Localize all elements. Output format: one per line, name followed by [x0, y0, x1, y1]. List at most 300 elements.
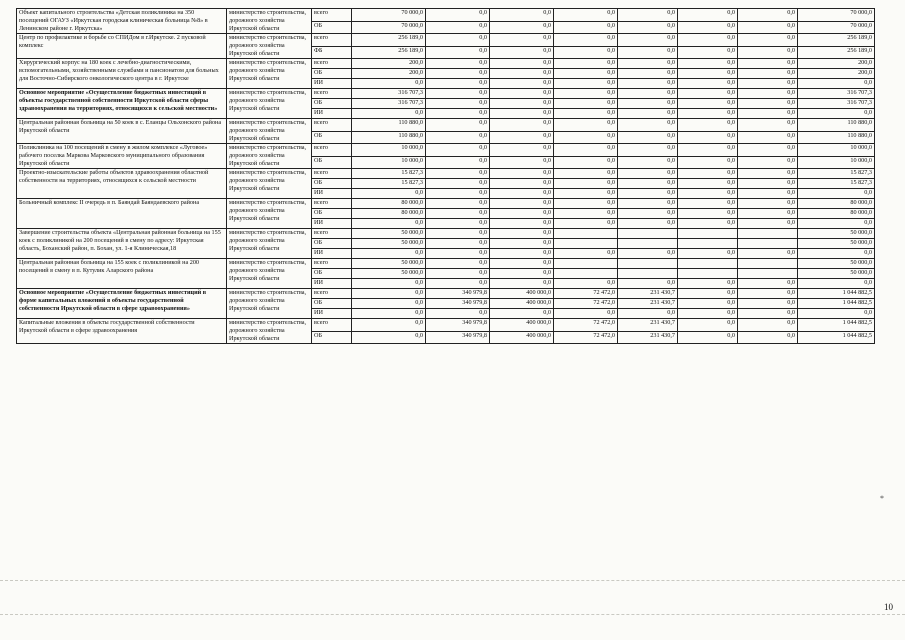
value-cell: 340 979,8: [426, 319, 490, 332]
page-number: 10: [884, 602, 893, 612]
value-cell: 0,0: [490, 69, 554, 79]
value-cell: 10 000,0: [352, 156, 426, 169]
funding-source: всего: [312, 119, 352, 132]
total-cell: 50 000,0: [798, 229, 875, 239]
value-cell: 0,0: [426, 259, 490, 269]
value-cell: 200,0: [352, 69, 426, 79]
value-cell: 0,0: [678, 289, 738, 299]
table-row: [17, 59, 875, 69]
value-cell: 0,0: [738, 144, 798, 157]
funding-source: ОБ: [312, 239, 352, 249]
value-cell: 0,0: [678, 59, 738, 69]
value-cell: 0,0: [678, 219, 738, 229]
value-cell: 0,0: [554, 209, 618, 219]
value-cell: 0,0: [678, 156, 738, 169]
value-cell: 0,0: [738, 299, 798, 309]
value-cell: 0,0: [426, 119, 490, 132]
funding-source: всего: [312, 9, 352, 22]
funding-source: всего: [312, 169, 352, 179]
total-cell: 256 189,0: [798, 46, 875, 59]
measure-name: Основное мероприятие «Осуществление бюджетных инвестиций в форме капитальных вложений в объекты государственной собственности Иркутской области в сфере здравоохранения»: [17, 289, 227, 319]
table-row: [17, 169, 875, 179]
value-cell: 0,0: [738, 331, 798, 344]
value-cell: 70 000,0: [352, 21, 426, 34]
value-cell: 0,0: [738, 309, 798, 319]
value-cell: 0,0: [490, 21, 554, 34]
measure-name: Объект капитального строительства «Детская поликлиника на 350 посещений ОГАУЗ «Иркутская городская клиническая больница №8» в Ленинском районе г. Иркутска»: [17, 9, 227, 34]
funding-source: ОБ: [312, 299, 352, 309]
scan-artifact: [0, 614, 905, 616]
value-cell: 0,0: [426, 89, 490, 99]
value-cell: 0,0: [426, 269, 490, 279]
value-cell: 0,0: [738, 249, 798, 259]
funding-source: всего: [312, 34, 352, 47]
value-cell: 231 430,7: [618, 299, 678, 309]
executor: министерство строительства, дорожного хозяйства Иркутской области: [227, 34, 312, 59]
value-cell: 0,0: [618, 309, 678, 319]
value-cell: 50 000,0: [352, 239, 426, 249]
value-cell: 0,0: [490, 279, 554, 289]
value-cell: 0,0: [554, 199, 618, 209]
value-cell: 0,0: [618, 69, 678, 79]
scan-artifact: [0, 580, 905, 582]
value-cell: 0,0: [618, 199, 678, 209]
value-cell: 400 000,0: [490, 289, 554, 299]
value-cell: 400 000,0: [490, 331, 554, 344]
value-cell: 0,0: [490, 119, 554, 132]
value-cell: 0,0: [554, 144, 618, 157]
value-cell: 0,0: [554, 109, 618, 119]
table-body: [17, 9, 875, 344]
value-cell: 0,0: [426, 179, 490, 189]
value-cell: 0,0: [618, 79, 678, 89]
total-cell: 50 000,0: [798, 239, 875, 249]
value-cell: 0,0: [490, 99, 554, 109]
value-cell: 0,0: [554, 21, 618, 34]
value-cell: 80 000,0: [352, 209, 426, 219]
value-cell: 0,0: [490, 269, 554, 279]
value-cell: 0,0: [352, 249, 426, 259]
total-cell: 50 000,0: [798, 269, 875, 279]
value-cell: 0,0: [738, 219, 798, 229]
value-cell: 0,0: [426, 309, 490, 319]
value-cell: 0,0: [618, 89, 678, 99]
value-cell: 0,0: [618, 59, 678, 69]
funding-source: всего: [312, 89, 352, 99]
value-cell: 0,0: [738, 279, 798, 289]
value-cell: 0,0: [426, 209, 490, 219]
value-cell: 0,0: [738, 319, 798, 332]
executor: министерство строительства, дорожного хозяйства Иркутской области: [227, 199, 312, 229]
value-cell: 0,0: [678, 109, 738, 119]
value-cell: 0,0: [554, 169, 618, 179]
value-cell: 0,0: [490, 239, 554, 249]
value-cell: 0,0: [618, 189, 678, 199]
executor: министерство строительства, дорожного хозяйства Иркутской области: [227, 289, 312, 319]
value-cell: 0,0: [490, 79, 554, 89]
funding-source: всего: [312, 59, 352, 69]
value-cell: 340 979,8: [426, 331, 490, 344]
value-cell: 0,0: [618, 9, 678, 22]
value-cell: 72 472,0: [554, 319, 618, 332]
value-cell: 400 000,0: [490, 319, 554, 332]
value-cell: [618, 259, 678, 269]
table-row: [17, 119, 875, 132]
value-cell: 72 472,0: [554, 299, 618, 309]
table-row: [17, 9, 875, 22]
value-cell: 0,0: [618, 109, 678, 119]
value-cell: 72 472,0: [554, 331, 618, 344]
value-cell: [678, 229, 738, 239]
value-cell: 0,0: [554, 69, 618, 79]
value-cell: 0,0: [490, 199, 554, 209]
measure-name: Центральная районная больница на 50 коек в с. Еланцы Ольхонского района Иркутской области: [17, 119, 227, 144]
total-cell: 0,0: [798, 79, 875, 89]
value-cell: 0,0: [738, 69, 798, 79]
executor: министерство строительства, дорожного хозяйства Иркутской области: [227, 59, 312, 89]
value-cell: 0,0: [554, 46, 618, 59]
value-cell: 0,0: [490, 229, 554, 239]
value-cell: 0,0: [426, 109, 490, 119]
total-cell: 1 044 882,5: [798, 319, 875, 332]
value-cell: 0,0: [554, 131, 618, 144]
total-cell: 80 000,0: [798, 209, 875, 219]
value-cell: 0,0: [426, 144, 490, 157]
table-row: [17, 34, 875, 47]
value-cell: 0,0: [618, 99, 678, 109]
measure-name: Завершение строительства объекта «Центральная районная больница на 155 коек с поликлиникой на 200 посещений в смену по адресу: Иркутская область, Боханский район, п. Бохан, ул. 1-я Клиническая,18: [17, 229, 227, 259]
total-cell: 316 707,3: [798, 89, 875, 99]
value-cell: 15 827,3: [352, 169, 426, 179]
funding-source: ОБ: [312, 209, 352, 219]
value-cell: 231 430,7: [618, 319, 678, 332]
value-cell: 0,0: [426, 9, 490, 22]
value-cell: 0,0: [426, 279, 490, 289]
total-cell: 10 000,0: [798, 144, 875, 157]
total-cell: 0,0: [798, 279, 875, 289]
value-cell: 0,0: [554, 9, 618, 22]
value-cell: 0,0: [738, 99, 798, 109]
measure-name: Основное мероприятие «Осуществление бюджетных инвестиций в объекты государственной собственности Иркутской области сферы здравоохранения на территориях, относящихся к сельской местности»: [17, 89, 227, 119]
value-cell: 0,0: [678, 46, 738, 59]
value-cell: 0,0: [352, 309, 426, 319]
value-cell: 0,0: [678, 319, 738, 332]
value-cell: 316 707,3: [352, 89, 426, 99]
value-cell: 0,0: [426, 219, 490, 229]
value-cell: 0,0: [554, 249, 618, 259]
executor: министерство строительства, дорожного хозяйства Иркутской области: [227, 319, 312, 344]
value-cell: 0,0: [738, 46, 798, 59]
measure-name: Больничный комплекс II очередь в п. Баяндай Баяндаевского района: [17, 199, 227, 229]
executor: министерство строительства, дорожного хозяйства Иркутской области: [227, 259, 312, 289]
value-cell: 231 430,7: [618, 289, 678, 299]
funding-source: всего: [312, 144, 352, 157]
value-cell: [618, 269, 678, 279]
value-cell: 0,0: [738, 34, 798, 47]
value-cell: 200,0: [352, 59, 426, 69]
value-cell: 0,0: [618, 156, 678, 169]
value-cell: 0,0: [352, 319, 426, 332]
value-cell: [554, 269, 618, 279]
value-cell: 72 472,0: [554, 289, 618, 299]
value-cell: 0,0: [678, 309, 738, 319]
value-cell: 400 000,0: [490, 299, 554, 309]
total-cell: 200,0: [798, 69, 875, 79]
value-cell: 0,0: [678, 179, 738, 189]
value-cell: [618, 229, 678, 239]
value-cell: 0,0: [426, 229, 490, 239]
total-cell: 10 000,0: [798, 156, 875, 169]
value-cell: [738, 239, 798, 249]
funding-source: ИИ: [312, 309, 352, 319]
value-cell: [678, 269, 738, 279]
value-cell: 0,0: [490, 189, 554, 199]
value-cell: 0,0: [678, 89, 738, 99]
value-cell: 110 880,0: [352, 131, 426, 144]
value-cell: [554, 229, 618, 239]
value-cell: 0,0: [618, 21, 678, 34]
value-cell: 15 827,3: [352, 179, 426, 189]
funding-source: ОБ: [312, 69, 352, 79]
value-cell: 0,0: [554, 79, 618, 89]
value-cell: 0,0: [618, 46, 678, 59]
value-cell: 0,0: [426, 46, 490, 59]
measure-name: Проектно-изыскательские работы объектов здравоохранения областной собственности на территориях, относящихся к сельской местности: [17, 169, 227, 199]
value-cell: 256 189,0: [352, 46, 426, 59]
executor: министерство строительства, дорожного хозяйства Иркутской области: [227, 229, 312, 259]
measure-name: Хирургический корпус на 180 коек с лечебно-диагностическими, вспомогательными, хозяйственными службами и пансионатом для больных для Восточно-Сибирского онкологического центра в г. Иркутске: [17, 59, 227, 89]
value-cell: 0,0: [352, 79, 426, 89]
value-cell: 0,0: [426, 21, 490, 34]
executor: министерство строительства, дорожного хозяйства Иркутской области: [227, 169, 312, 199]
funding-source: ОБ: [312, 269, 352, 279]
funding-source: ОБ: [312, 331, 352, 344]
funding-source: всего: [312, 319, 352, 332]
value-cell: 0,0: [490, 209, 554, 219]
total-cell: 200,0: [798, 59, 875, 69]
measure-name: Поликлиника на 100 посещений в смену в жилом комплексе «Луговое» рабочего поселка Маркова Марковского муниципального образования Иркутской области: [17, 144, 227, 169]
value-cell: 0,0: [678, 299, 738, 309]
value-cell: 0,0: [426, 249, 490, 259]
value-cell: [554, 259, 618, 269]
value-cell: 0,0: [490, 309, 554, 319]
total-cell: 1 044 882,5: [798, 289, 875, 299]
value-cell: 0,0: [738, 169, 798, 179]
value-cell: 0,0: [426, 79, 490, 89]
value-cell: 0,0: [352, 109, 426, 119]
value-cell: 0,0: [554, 189, 618, 199]
value-cell: [678, 259, 738, 269]
funding-source: ОБ: [312, 179, 352, 189]
table-row: [17, 259, 875, 269]
table-row: [17, 89, 875, 99]
value-cell: 0,0: [618, 119, 678, 132]
funding-source: ИИ: [312, 189, 352, 199]
value-cell: [678, 239, 738, 249]
value-cell: 50 000,0: [352, 229, 426, 239]
value-cell: 0,0: [554, 34, 618, 47]
value-cell: 0,0: [678, 119, 738, 132]
value-cell: 80 000,0: [352, 199, 426, 209]
funding-source: ОБ: [312, 131, 352, 144]
value-cell: 0,0: [738, 179, 798, 189]
value-cell: [554, 239, 618, 249]
value-cell: 0,0: [738, 209, 798, 219]
value-cell: 0,0: [426, 99, 490, 109]
value-cell: 0,0: [352, 299, 426, 309]
funding-source: всего: [312, 259, 352, 269]
value-cell: 0,0: [618, 179, 678, 189]
value-cell: 50 000,0: [352, 269, 426, 279]
value-cell: 0,0: [678, 199, 738, 209]
value-cell: 0,0: [554, 309, 618, 319]
value-cell: 0,0: [490, 169, 554, 179]
measure-name: Центр по профилактике и борьбе со СПИДом в г.Иркутске. 2 пусковой комплекс: [17, 34, 227, 59]
total-cell: 256 189,0: [798, 34, 875, 47]
funding-source: ИИ: [312, 249, 352, 259]
value-cell: 0,0: [554, 219, 618, 229]
value-cell: 316 707,3: [352, 99, 426, 109]
table-row: [17, 144, 875, 157]
total-cell: 15 827,3: [798, 179, 875, 189]
value-cell: 0,0: [490, 179, 554, 189]
total-cell: 0,0: [798, 109, 875, 119]
value-cell: 0,0: [490, 59, 554, 69]
value-cell: 0,0: [352, 279, 426, 289]
value-cell: 0,0: [618, 34, 678, 47]
value-cell: 0,0: [618, 144, 678, 157]
value-cell: 0,0: [554, 89, 618, 99]
table-row: [17, 199, 875, 209]
value-cell: 0,0: [738, 79, 798, 89]
value-cell: 0,0: [426, 199, 490, 209]
value-cell: 0,0: [490, 9, 554, 22]
value-cell: 0,0: [678, 169, 738, 179]
funding-source: ИИ: [312, 279, 352, 289]
value-cell: 10 000,0: [352, 144, 426, 157]
value-cell: 0,0: [426, 59, 490, 69]
value-cell: 0,0: [738, 89, 798, 99]
value-cell: 0,0: [490, 249, 554, 259]
total-cell: 1 044 882,5: [798, 331, 875, 344]
value-cell: 0,0: [554, 179, 618, 189]
value-cell: 0,0: [490, 259, 554, 269]
value-cell: 0,0: [618, 279, 678, 289]
value-cell: 0,0: [678, 331, 738, 344]
value-cell: 0,0: [678, 69, 738, 79]
value-cell: 0,0: [490, 89, 554, 99]
value-cell: 0,0: [352, 331, 426, 344]
value-cell: 0,0: [738, 59, 798, 69]
total-cell: 80 000,0: [798, 199, 875, 209]
value-cell: 0,0: [352, 289, 426, 299]
value-cell: 0,0: [426, 169, 490, 179]
table-row: [17, 229, 875, 239]
total-cell: 70 000,0: [798, 9, 875, 22]
value-cell: 0,0: [490, 46, 554, 59]
value-cell: 0,0: [738, 131, 798, 144]
value-cell: 0,0: [738, 119, 798, 132]
value-cell: [738, 259, 798, 269]
value-cell: 0,0: [678, 279, 738, 289]
funding-source: всего: [312, 289, 352, 299]
value-cell: 0,0: [352, 189, 426, 199]
value-cell: 0,0: [678, 209, 738, 219]
value-cell: 0,0: [738, 199, 798, 209]
funding-source: ОБ: [312, 99, 352, 109]
total-cell: 316 707,3: [798, 99, 875, 109]
value-cell: 0,0: [426, 156, 490, 169]
value-cell: 0,0: [678, 34, 738, 47]
value-cell: 110 880,0: [352, 119, 426, 132]
total-cell: 0,0: [798, 309, 875, 319]
total-cell: 15 827,3: [798, 169, 875, 179]
value-cell: 0,0: [738, 189, 798, 199]
value-cell: 0,0: [678, 99, 738, 109]
value-cell: 0,0: [426, 69, 490, 79]
measure-name: Центральная районная больница на 155 коек с поликлиникой на 200 посещений в смену в п. Кутулик Аларского района: [17, 259, 227, 289]
executor: министерство строительства, дорожного хозяйства Иркутской области: [227, 89, 312, 119]
value-cell: 0,0: [490, 144, 554, 157]
total-cell: 110 880,0: [798, 119, 875, 132]
funding-source: ФБ: [312, 46, 352, 59]
value-cell: 0,0: [554, 156, 618, 169]
value-cell: 0,0: [426, 34, 490, 47]
measure-name: Капитальные вложения в объекты государственной собственности Иркутской области в сфере здравоохранения: [17, 319, 227, 344]
value-cell: 0,0: [738, 109, 798, 119]
value-cell: 0,0: [618, 219, 678, 229]
total-cell: 0,0: [798, 249, 875, 259]
value-cell: 50 000,0: [352, 259, 426, 269]
value-cell: 340 979,8: [426, 299, 490, 309]
value-cell: 0,0: [554, 99, 618, 109]
value-cell: 0,0: [352, 219, 426, 229]
value-cell: 0,0: [678, 21, 738, 34]
value-cell: 0,0: [738, 9, 798, 22]
value-cell: 0,0: [738, 21, 798, 34]
executor: министерство строительства, дорожного хозяйства Иркутской области: [227, 9, 312, 34]
total-cell: 70 000,0: [798, 21, 875, 34]
funding-source: ИИ: [312, 109, 352, 119]
funding-source: ИИ: [312, 219, 352, 229]
funding-source: ОБ: [312, 21, 352, 34]
value-cell: 0,0: [738, 289, 798, 299]
value-cell: 0,0: [554, 59, 618, 69]
value-cell: 0,0: [678, 9, 738, 22]
value-cell: 0,0: [678, 131, 738, 144]
value-cell: 0,0: [490, 131, 554, 144]
budget-table: [16, 8, 875, 344]
value-cell: [618, 239, 678, 249]
value-cell: 0,0: [678, 249, 738, 259]
value-cell: 0,0: [554, 279, 618, 289]
value-cell: 0,0: [490, 34, 554, 47]
value-cell: 0,0: [618, 249, 678, 259]
value-cell: 0,0: [426, 239, 490, 249]
value-cell: 0,0: [738, 156, 798, 169]
value-cell: 0,0: [554, 119, 618, 132]
value-cell: 0,0: [618, 131, 678, 144]
total-cell: 50 000,0: [798, 259, 875, 269]
executor: министерство строительства, дорожного хозяйства Иркутской области: [227, 119, 312, 144]
value-cell: 0,0: [490, 156, 554, 169]
value-cell: 0,0: [678, 144, 738, 157]
value-cell: 0,0: [490, 109, 554, 119]
value-cell: 0,0: [426, 131, 490, 144]
corner-mark: *: [880, 494, 884, 503]
value-cell: 0,0: [490, 219, 554, 229]
value-cell: 70 000,0: [352, 9, 426, 22]
